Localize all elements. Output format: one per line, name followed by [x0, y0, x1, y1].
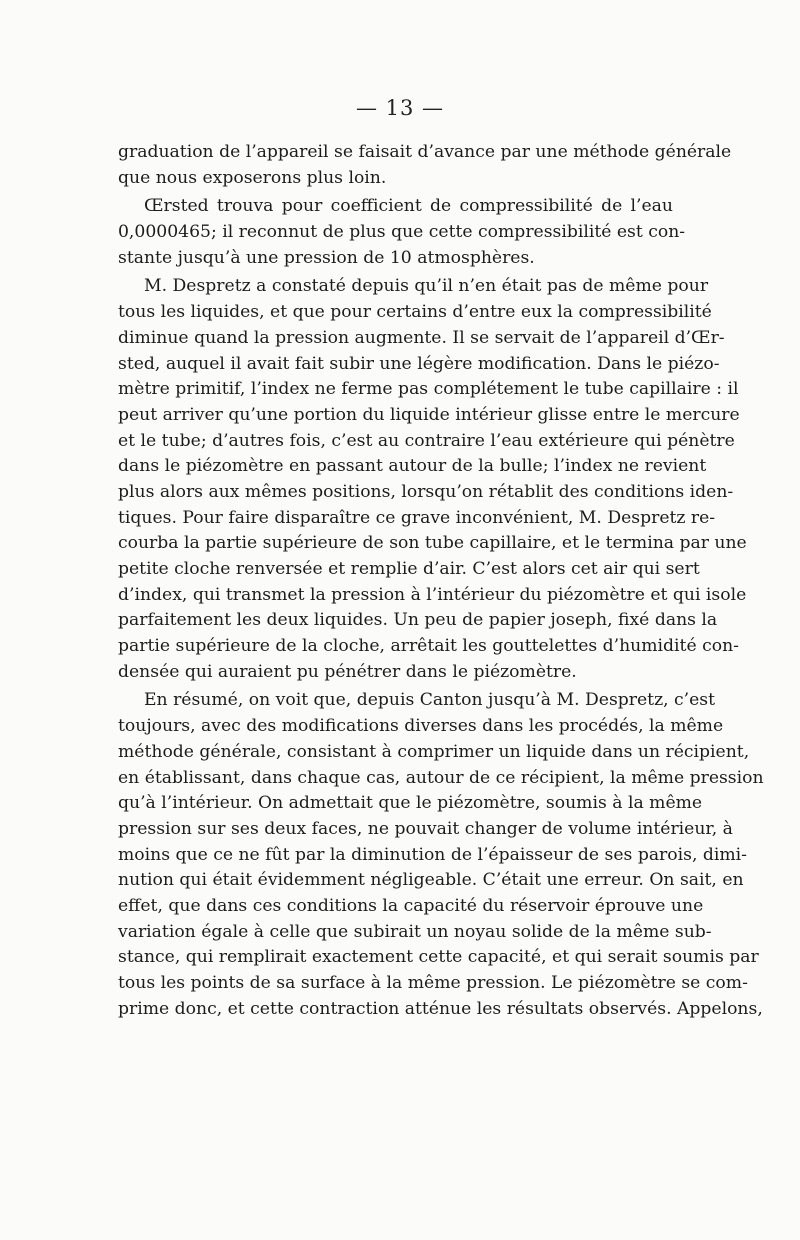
text-line: pression sur ses deux faces, ne pouvait changer de volume intérieur, à — [118, 818, 733, 839]
text-line: effet, que dans ces conditions la capacité du réservoir éprouve une — [118, 895, 704, 916]
text-line: variation égale à celle que subirait un noyau solide de la même sub- — [118, 921, 712, 942]
text-line: graduation de l’appareil se faisait d’avance par une méthode générale — [118, 142, 732, 162]
text-line: Œrsted trouva pour coefficient de compressibilité de l’eau — [144, 196, 673, 217]
text-line: 0,0000465; il reconnut de plus que cette compressibilité est con- — [118, 222, 686, 243]
text-line: méthode générale, consistant à comprimer un liquide dans un récipient, — [118, 741, 750, 762]
text-line: petite cloche renversée et remplie d’air. C’est alors cet air qui sert — [118, 559, 700, 579]
text-line: que nous exposerons plus loin. — [118, 167, 387, 188]
text-line: tiques. Pour faire disparaître ce grave inconvénient, M. Despretz re- — [118, 507, 716, 528]
body-text — [118, 140, 764, 1022]
text-line: qu’à l’intérieur. On admettait que le piézomètre, soumis à la même — [118, 793, 703, 814]
text-line: d’index, qui transmet la pression à l’intérieur du piézomètre et qui isole — [118, 584, 747, 605]
text-line: stance, qui remplirait exactement cette capacité, et qui serait soumis par — [118, 947, 759, 968]
text-line: plus alors aux mêmes positions, lorsqu’on rétablit des conditions iden- — [118, 481, 734, 502]
paragraph — [118, 194, 686, 271]
text-line: stante jusqu’à une pression de 10 atmosphères. — [118, 247, 535, 268]
text-line: toujours, avec des modifications diverses dans les procédés, la même — [118, 716, 724, 737]
text-line: En résumé, on voit que, depuis Canton jusqu’à M. Despretz, c’est — [144, 690, 716, 711]
text-line: peut arriver qu’une portion du liquide intérieur glisse entre le mercure — [118, 404, 740, 425]
text-line: en établissant, dans chaque cas, autour de ce récipient, la même pression — [118, 767, 764, 788]
text-line: parfaitement les deux liquides. Un peu de papier joseph, fixé dans la — [118, 610, 718, 631]
text-line: nution qui était évidemment négligeable. C’était une erreur. On sait, en — [118, 870, 744, 891]
paragraph — [118, 688, 764, 1022]
text-line: tous les points de sa surface à la même pression. Le piézomètre se com- — [118, 973, 748, 993]
text-line: mètre primitif, l’index ne ferme pas complétement le tube capillaire : il — [118, 379, 739, 400]
text-line: moins que ce ne fût par la diminution de l’épaisseur de ses parois, dimi- — [118, 844, 747, 865]
text-line: densée qui auraient pu pénétrer dans le piézomètre. — [118, 661, 577, 682]
text-line: partie supérieure de la cloche, arrêtait les gouttelettes d’humidité con- — [118, 636, 739, 657]
text-line: courba la partie supérieure de son tube capillaire, et le termina par une — [118, 533, 747, 554]
text-line: diminue quand la pression augmente. Il se servait de l’appareil d’Œr- — [118, 327, 725, 348]
paragraph — [118, 274, 747, 685]
text-line: dans le piézomètre en passant autour de la bulle; l’index ne revient — [118, 456, 707, 477]
paragraph — [118, 140, 732, 191]
text-line: M. Despretz a constaté depuis qu’il n’en était pas de même pour — [144, 276, 709, 297]
text-line: tous les liquides, et que pour certains d’entre eux la compressibilité — [118, 302, 712, 323]
page-number: — 13 — — [355, 96, 445, 120]
text-line: sted, auquel il avait fait subir une légère modification. Dans le piézo- — [118, 353, 720, 374]
text-line: prime donc, et cette contraction atténue les résultats observés. Appelons, — [118, 998, 763, 1019]
text-line: et le tube; d’autres fois, c’est au contraire l’eau extérieure qui pénètre — [118, 430, 735, 451]
